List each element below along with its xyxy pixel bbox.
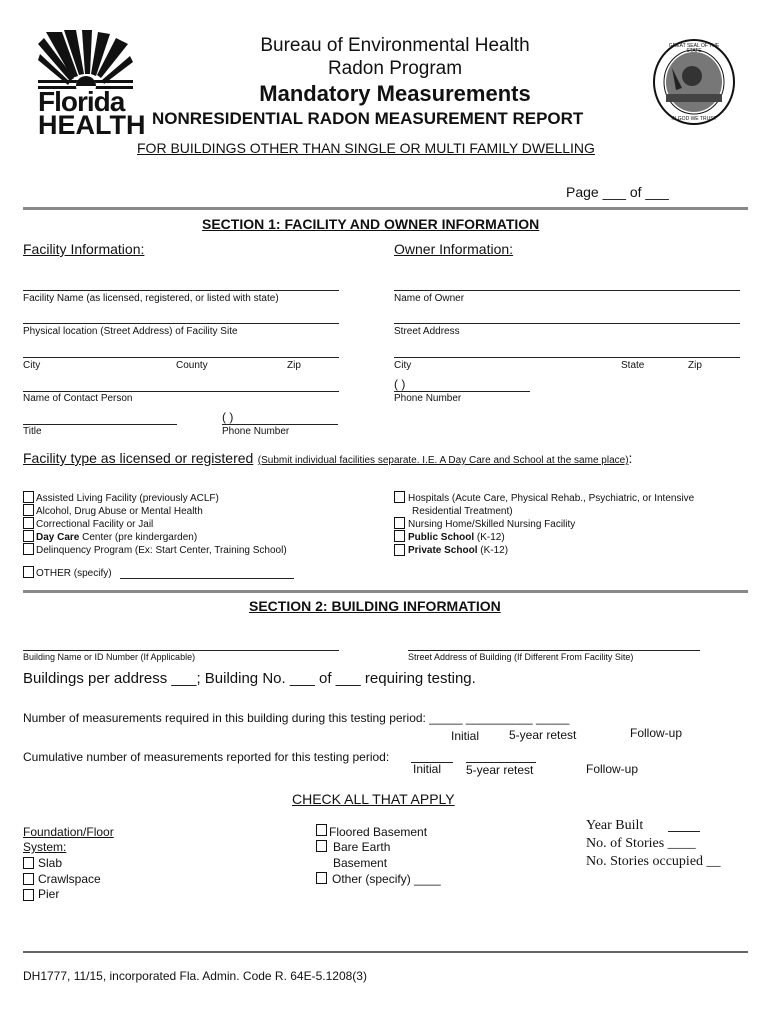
checkbox-other-foundation[interactable] [316, 872, 327, 884]
checkbox-delinquency[interactable] [23, 543, 34, 555]
owner-phone-field[interactable] [394, 391, 530, 392]
facility-info-heading: Facility Information: [23, 241, 145, 257]
foundation-heading-2: System: [23, 840, 67, 854]
city-label: City [23, 360, 41, 371]
facility-name-field[interactable] [23, 290, 339, 291]
owner-phone-paren: ( ) [394, 377, 406, 391]
logo-text-florida: Florida [38, 86, 125, 117]
footer-divider [23, 951, 748, 953]
type-delinquency: Delinquency Program (Ex: Start Center, Training School) [36, 545, 287, 556]
initial-label-2: Initial [413, 762, 442, 776]
bare-earth-label: Bare Earth [333, 840, 391, 854]
owner-name-field[interactable] [394, 290, 740, 291]
street-address-label: Street Address [394, 326, 460, 337]
checkbox-slab[interactable] [23, 857, 34, 869]
type-nursing-home: Nursing Home/Skilled Nursing Facility [408, 519, 576, 530]
owner-city-state-zip-field[interactable] [394, 357, 740, 358]
year-built-field[interactable] [668, 831, 700, 832]
follow-up-label-2: Follow-up [586, 762, 639, 776]
pier-label: Pier [38, 887, 60, 901]
day-care-rest: Center (pre kindergarden) [82, 532, 198, 543]
contact-phone-paren: ( ) [222, 410, 234, 424]
check-all-that-apply [292, 791, 455, 807]
type-other-label: OTHER (specify) [36, 568, 112, 579]
checkbox-nursing-home[interactable] [394, 517, 405, 529]
private-school-rest: (K-12) [480, 545, 509, 556]
seal-top-text: GREAT SEAL OF THE STATE [668, 43, 720, 54]
program-title: Radon Program [327, 58, 463, 79]
facility-type-colon: : [628, 450, 633, 466]
checkbox-private-school[interactable] [394, 544, 405, 556]
form-title: Mandatory Measurements [259, 81, 531, 106]
contact-person-field[interactable] [23, 391, 339, 392]
basement-label: Basement [333, 856, 388, 870]
form-subtitle: NONRESIDENTIAL RADON MEASUREMENT REPORT [152, 109, 584, 128]
check-all-text: CHECK ALL THAT APPLY [292, 791, 455, 807]
physical-location-label: Physical location (Street Address) of Facility Site [23, 326, 238, 337]
title-label: Title [23, 426, 42, 437]
checkbox-day-care[interactable] [23, 530, 34, 542]
state-label: State [621, 360, 645, 371]
facility-type-note: (Submit individual facilities separate. I.E. A Day Care and School at the same place) [257, 455, 629, 466]
building-name-field[interactable] [23, 650, 339, 651]
facility-type-heading-text: Facility type as licensed or registered [23, 450, 254, 466]
private-school-bold: Private School [408, 545, 478, 556]
form-code-footer: DH1777, 11/15, incorporated Fla. Admin. Code R. 64E-5.1208(3) [23, 969, 367, 983]
type-public-school [408, 532, 505, 543]
type-day-care [36, 532, 197, 543]
five-year-label: 5-year retest [509, 728, 577, 742]
title-field[interactable] [23, 424, 177, 425]
type-alcohol-drug: Alcohol, Drug Abuse or Mental Health [36, 506, 203, 517]
physical-location-field[interactable] [23, 323, 339, 324]
cumulative-measurements: Cumulative number of measurements reported for this testing period: [23, 750, 390, 764]
facility-name-label: Facility Name (as licensed, registered, or listed with state) [23, 293, 279, 304]
checkbox-bare-earth[interactable] [316, 840, 327, 852]
type-private-school [408, 545, 508, 556]
seal-bottom-text: IN GOD WE TRUST [671, 116, 717, 122]
checkbox-crawlspace[interactable] [23, 873, 34, 885]
day-care-bold: Day Care [36, 532, 80, 543]
building-name-label: Building Name or ID Number (If Applicable) [23, 652, 196, 662]
owner-city-label: City [394, 360, 412, 371]
floored-basement-label: Floored Basement [329, 825, 428, 839]
type-hospitals-cont: Residential Treatment) [412, 506, 513, 517]
county-label: County [176, 360, 208, 371]
public-school-bold: Public School [408, 532, 475, 543]
slab-label: Slab [38, 856, 63, 870]
zip-label: Zip [287, 360, 301, 371]
page-number[interactable]: Page ___ of ___ [566, 184, 669, 200]
checkbox-pier[interactable] [23, 889, 34, 901]
city-county-zip-field[interactable] [23, 357, 339, 358]
five-year-label-2: 5-year retest [466, 763, 534, 777]
owner-phone-label: Phone Number [394, 393, 462, 404]
owner-name-label: Name of Owner [394, 293, 465, 304]
section1-divider [23, 590, 748, 593]
num-stories-occupied-label[interactable]: No. Stories occupied __ [586, 854, 721, 869]
year-built-label: Year Built [586, 818, 644, 833]
type-assisted-living: Assisted Living Facility (previously ACLF) [36, 493, 219, 504]
logo-text-health: HEALTH [38, 110, 146, 140]
header-divider [23, 207, 748, 210]
owner-zip-label: Zip [688, 360, 702, 371]
checkbox-other-type[interactable] [23, 566, 34, 578]
contact-phone-field[interactable] [222, 424, 338, 425]
other-foundation-label[interactable]: Other (specify) ____ [332, 872, 441, 886]
checkbox-alcohol-drug[interactable] [23, 504, 34, 516]
buildings-per-address[interactable]: Buildings per address ___; Building No. ___ of ___ requiring testing. [23, 670, 476, 687]
facility-type-heading [23, 450, 632, 468]
checkbox-public-school[interactable] [394, 530, 405, 542]
other-type-field[interactable] [120, 578, 294, 579]
contact-phone-label: Phone Number [222, 426, 290, 437]
state-seal [652, 38, 736, 126]
checkbox-correctional[interactable] [23, 517, 34, 529]
num-measurements-required[interactable]: Number of measurements required in this building during this testing period: _____ __________ _____ [23, 711, 570, 725]
follow-up-label: Follow-up [630, 726, 683, 740]
initial-label: Initial [451, 729, 480, 743]
checkbox-hospitals[interactable] [394, 491, 405, 503]
form-scope: FOR BUILDINGS OTHER THAN SINGLE OR MULTI FAMILY DWELLING [137, 140, 595, 156]
section1-title: SECTION 1: FACILITY AND OWNER INFORMATION [202, 216, 540, 232]
checkbox-floored-basement[interactable] [316, 824, 327, 836]
type-correctional: Correctional Facility or Jail [36, 519, 154, 530]
contact-person-label: Name of Contact Person [23, 393, 133, 404]
checkbox-assisted-living[interactable] [23, 491, 34, 503]
bureau-title: Bureau of Environmental Health [260, 35, 530, 56]
num-stories-label[interactable]: No. of Stories ____ [586, 836, 696, 851]
foundation-heading-1: Foundation/Floor [23, 825, 114, 839]
building-street-label: Street Address of Building (If Different From Facility Site) [408, 652, 634, 662]
owner-info-heading: Owner Information: [394, 241, 514, 257]
building-street-field[interactable] [408, 650, 700, 651]
crawlspace-label: Crawlspace [38, 872, 101, 886]
street-address-field[interactable] [394, 323, 740, 324]
type-hospitals: Hospitals (Acute Care, Physical Rehab., Psychiatric, or Intensive [408, 493, 695, 504]
public-school-rest: (K-12) [476, 532, 505, 543]
section2-title: SECTION 2: BUILDING INFORMATION [249, 598, 501, 614]
